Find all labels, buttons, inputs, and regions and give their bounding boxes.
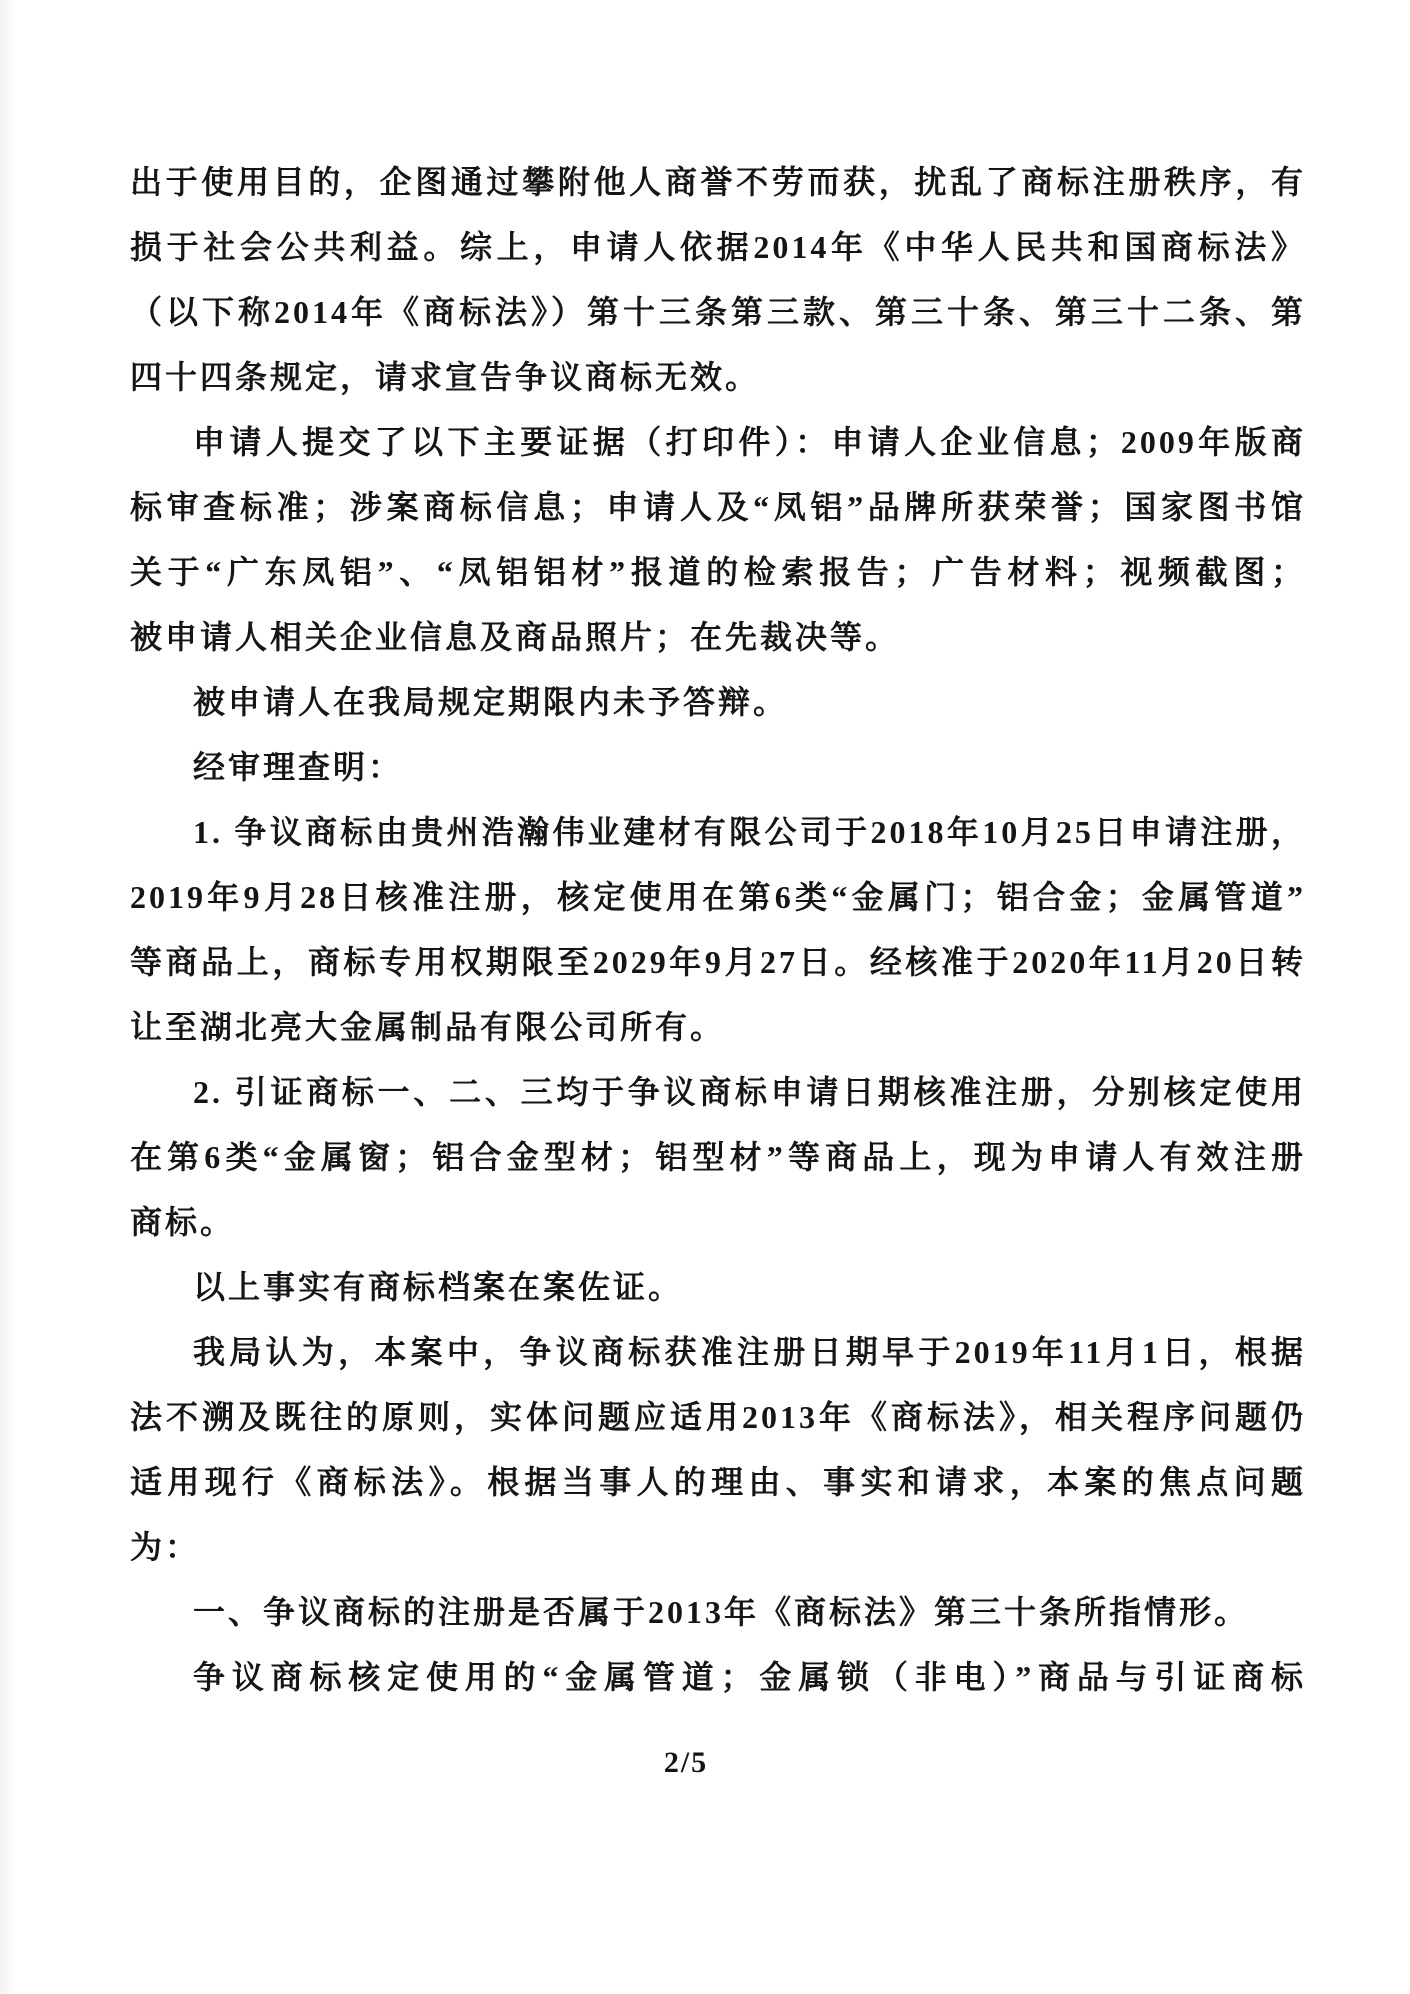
text-line: 适用现行《商标法》。根据当事人的理由、事实和请求，本案的焦点问题	[130, 1464, 1306, 1500]
text-line: 等商品上，商标专用权期限至2029年9月27日。经核准于2020年11月20日转	[130, 944, 1306, 980]
text-line: 1. 争议商标由贵州浩瀚伟业建材有限公司于2018年10月25日申请注册，	[193, 814, 1306, 850]
text-line: 让至湖北亮大金属制品有限公司所有。	[130, 1009, 726, 1045]
scan-edge-shading	[0, 0, 16, 1994]
text-line: 出于使用目的，企图通过攀附他人商誉不劳而获，扰乱了商标注册秩序，有	[130, 164, 1306, 200]
text-line: 2. 引证商标一、二、三均于争议商标申请日期核准注册，分别核定使用	[193, 1074, 1306, 1110]
text-line: 一、争议商标的注册是否属于2013年《商标法》第三十条所指情形。	[193, 1594, 1250, 1630]
page-number: 2/5	[663, 1746, 709, 1779]
text-line: 以上事实有商标档案在案佐证。	[193, 1269, 684, 1305]
text-line: 申请人提交了以下主要证据（打印件）：申请人企业信息；2009年版商	[193, 424, 1306, 460]
text-line: 法不溯及既往的原则，实体问题应适用2013年《商标法》，相关程序问题仍	[130, 1399, 1306, 1435]
text-line: 商标。	[130, 1204, 236, 1240]
text-line: 四十四条规定，请求宣告争议商标无效。	[130, 359, 761, 395]
text-line: 争议商标核定使用的“金属管道；金属锁（非电）”商品与引证商标	[193, 1659, 1306, 1695]
text-line: 被申请人相关企业信息及商品照片；在先裁决等。	[130, 619, 901, 655]
text-line: 标审查标准；涉案商标信息；申请人及“凤铝”品牌所获荣誉；国家图书馆	[130, 489, 1306, 525]
text-line: 关于“广东凤铝”、“凤铝铝材”报道的检索报告；广告材料；视频截图；	[130, 554, 1306, 590]
text-line: （以下称2014年《商标法》）第十三条第三款、第三十条、第三十二条、第	[130, 294, 1306, 330]
text-line: 损于社会公共利益。综上，申请人依据2014年《中华人民共和国商标法》	[130, 229, 1306, 265]
text-line: 在第6类“金属窗；铝合金型材；铝型材”等商品上，现为申请人有效注册	[130, 1139, 1306, 1175]
page-footer	[0, 1746, 1391, 1780]
text-line: 为：	[130, 1529, 201, 1565]
text-line: 被申请人在我局规定期限内未予答辩。	[193, 684, 789, 720]
text-line: 我局认为，本案中，争议商标获准注册日期早于2019年11月1日，根据	[193, 1334, 1306, 1370]
text-line: 经审理查明：	[193, 749, 404, 785]
document-body	[130, 150, 1306, 1710]
text-line: 2019年9月28日核准注册，核定使用在第6类“金属门；铝合金；金属管道”	[130, 879, 1306, 915]
